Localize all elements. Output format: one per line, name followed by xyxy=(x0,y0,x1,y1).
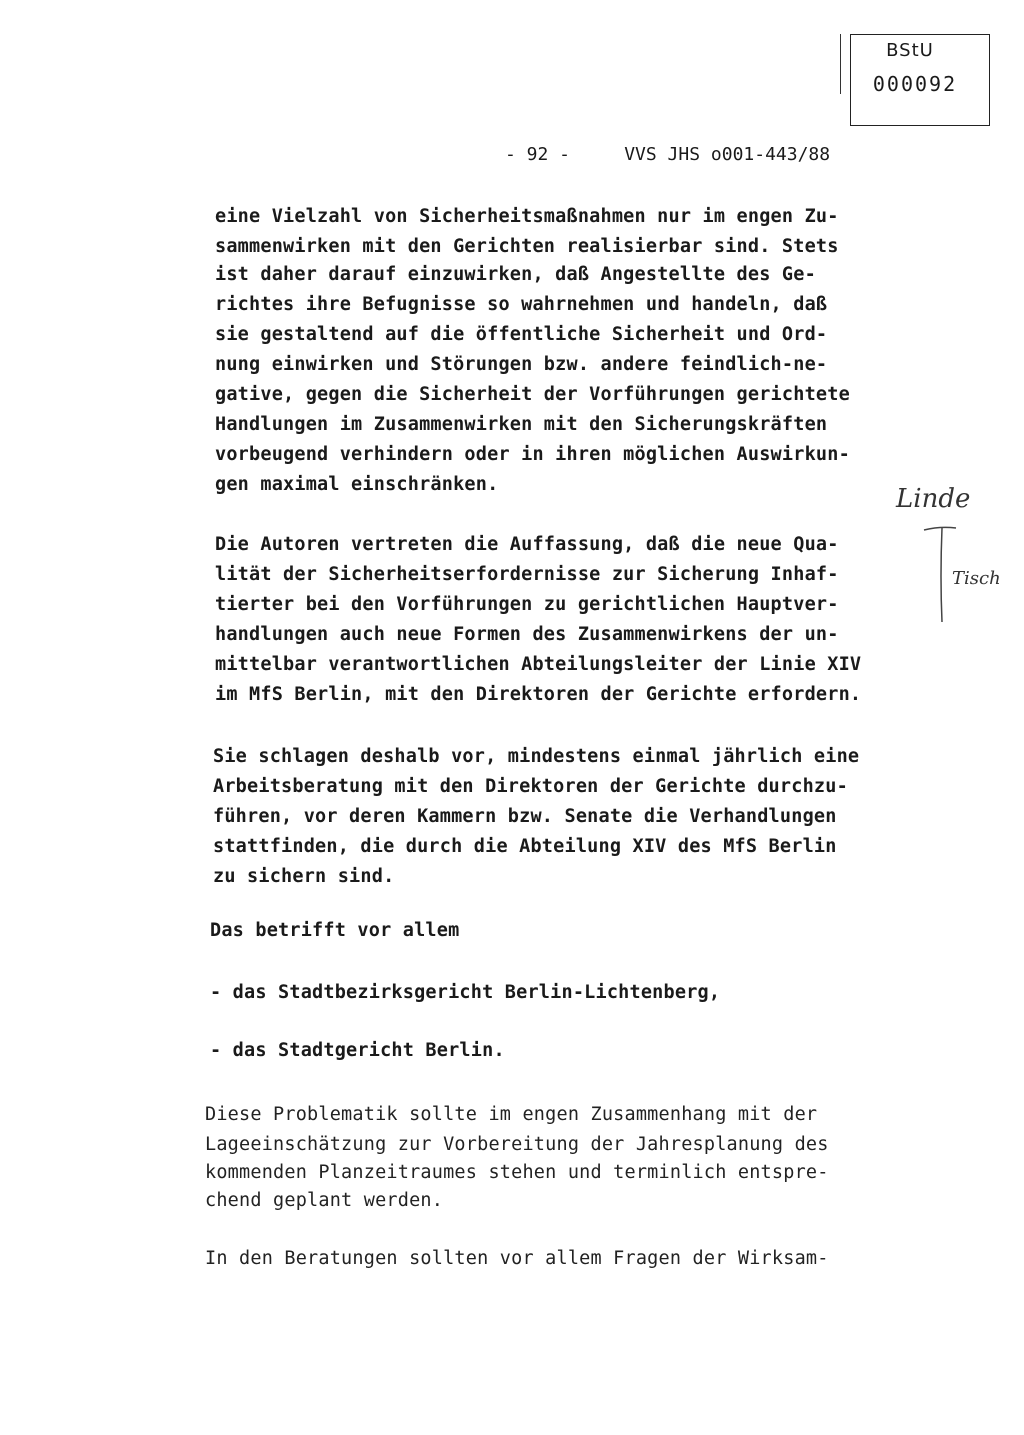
text-line-20: stattfinden, die durch die Abteilung XIV des MfS Berlin xyxy=(213,836,837,857)
text-line-16: im MfS Berlin, mit den Direktoren der Gerichte erfordern. xyxy=(215,684,862,705)
text-line-29: In den Beratungen sollten vor allem Fragen der Wirksam- xyxy=(205,1248,829,1269)
list-item-1: - das Stadtbezirksgericht Berlin-Lichtenberg, xyxy=(210,982,721,1003)
text-line-1: eine Vielzahl von Sicherheitsmaßnahmen nur im engen Zu- xyxy=(215,206,839,227)
margin-bracket-mark xyxy=(920,522,960,632)
stamp-title: BStU xyxy=(886,40,934,61)
stamp-margin-line xyxy=(840,34,841,94)
text-line-8: Handlungen im Zusammenwirken mit den Sicherungskräften xyxy=(215,414,828,435)
text-line-6: nung einwirken und Störungen bzw. andere feindlich-ne- xyxy=(215,354,828,375)
text-line-14: handlungen auch neue Formen des Zusammenwirkens der un- xyxy=(215,624,839,645)
text-line-25: Diese Problematik sollte im engen Zusammenhang mit der xyxy=(205,1104,818,1125)
page-header: - 92 - VVS JHS o001-443/88 xyxy=(505,144,831,165)
text-line-21: zu sichern sind. xyxy=(213,866,395,887)
text-line-12: lität der Sicherheitserfordernisse zur Sicherung Inhaf- xyxy=(215,564,839,585)
text-line-10: gen maximal einschränken. xyxy=(215,474,499,495)
margin-note-1: Linde xyxy=(896,484,971,514)
stamp-number: 000092 xyxy=(872,72,958,96)
text-line-15: mittelbar verantwortlichen Abteilungsleiter der Linie XIV xyxy=(215,654,862,675)
margin-note-2: Tisch xyxy=(952,568,1001,589)
text-line-5: sie gestaltend auf die öffentliche Sicherheit und Ord- xyxy=(215,324,828,345)
text-line-22: Das betrifft vor allem xyxy=(210,920,460,941)
text-line-7: gative, gegen die Sicherheit der Vorführungen gerichtete xyxy=(215,384,850,405)
text-line-9: vorbeugend verhindern oder in ihren möglichen Auswirkun- xyxy=(215,444,850,465)
text-line-17: Sie schlagen deshalb vor, mindestens einmal jährlich eine xyxy=(213,746,860,767)
text-line-3: ist daher darauf einzuwirken, daß Angestellte des Ge- xyxy=(215,264,816,285)
text-line-26: Lageeinschätzung zur Vorbereitung der Jahresplanung des xyxy=(205,1134,829,1155)
text-line-19: führen, vor deren Kammern bzw. Senate die Verhandlungen xyxy=(213,806,837,827)
text-line-11: Die Autoren vertreten die Auffassung, daß die neue Qua- xyxy=(215,534,839,555)
text-line-4: richtes ihre Befugnisse so wahrnehmen und handeln, daß xyxy=(215,294,828,315)
text-line-28: chend geplant werden. xyxy=(205,1190,444,1211)
text-line-13: tierter bei den Vorführungen zu gerichtlichen Hauptver- xyxy=(215,594,839,615)
text-line-27: kommenden Planzeitraumes stehen und terminlich entspre- xyxy=(205,1162,829,1183)
list-item-2: - das Stadtgericht Berlin. xyxy=(210,1040,505,1061)
text-line-2: sammenwirken mit den Gerichten realisierbar sind. Stets xyxy=(215,236,839,257)
text-line-18: Arbeitsberatung mit den Direktoren der Gerichte durchzu- xyxy=(213,776,848,797)
